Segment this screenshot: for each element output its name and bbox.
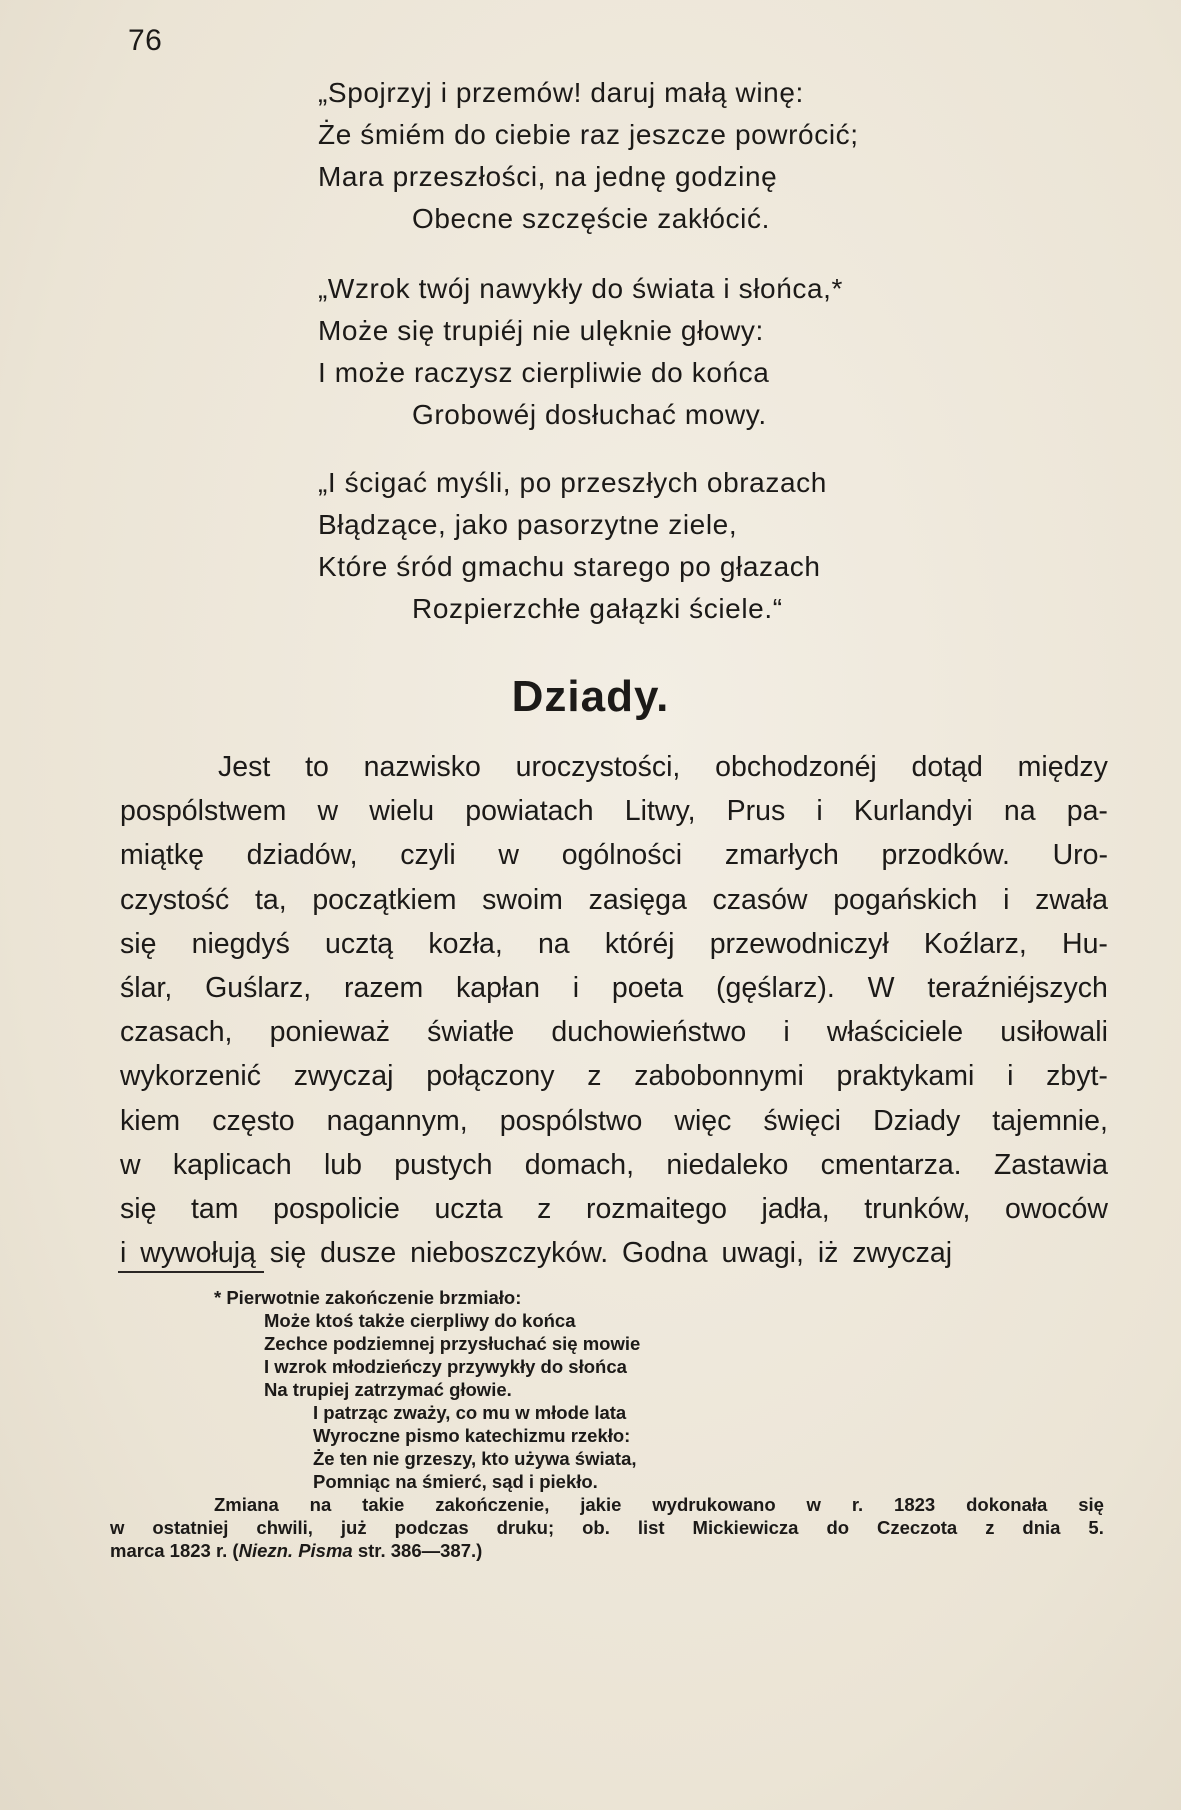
prose-line <box>120 878 1108 922</box>
prose-word: niegdyś <box>191 927 290 960</box>
prose-line <box>120 966 1108 1010</box>
prose-word: powiatach <box>465 795 594 828</box>
footnote-word: Mickiewicza <box>692 1517 799 1538</box>
prose-word: uroczystości, <box>515 751 681 783</box>
prose-word: Guślarz, <box>205 971 312 1004</box>
prose-word: pogańskich <box>833 883 978 916</box>
prose-line <box>120 922 1108 966</box>
footnote-verse-line: Zechce podziemnej przysłuchać się mowie <box>264 1333 641 1354</box>
prose-line <box>120 1099 1108 1143</box>
prose-word: usiłowali <box>1000 1016 1108 1049</box>
prose-word: niedaleko <box>666 1148 789 1181</box>
prose-word: i <box>816 795 823 828</box>
prose-word: kaplicach <box>172 1148 292 1181</box>
prose-word: światłe <box>427 1016 515 1049</box>
prose-word: poeta <box>611 971 684 1004</box>
prose-word: kiem <box>120 1104 181 1137</box>
prose-word: właściciele <box>826 1016 964 1049</box>
prose-word: Prus <box>726 795 786 828</box>
footnote-word: ob. <box>582 1517 610 1538</box>
poem-line: Obecne szczęście zakłócić. <box>412 203 770 234</box>
prose-word: Koźlarz, <box>923 927 1027 960</box>
prose-line <box>120 1010 1108 1054</box>
prose-word: dziadów, <box>246 839 358 872</box>
footnote-word: w <box>806 1494 821 1515</box>
prose-word: w <box>498 839 519 872</box>
footnote-word: w <box>110 1517 125 1538</box>
footnote-word: Czeczota <box>877 1517 958 1538</box>
prose-word: czasach, <box>120 1016 233 1049</box>
prose-word: zwała <box>1035 883 1108 916</box>
prose-word: zwyczaj <box>293 1060 394 1093</box>
footnote-word: dokonała <box>966 1494 1048 1515</box>
prose-word: to <box>305 751 329 783</box>
prose-word: rozmaitego <box>585 1192 727 1225</box>
prose-word: swoim <box>482 883 563 916</box>
footnote-note-text: marca 1823 r. ( <box>110 1540 239 1561</box>
prose-word: kozła, <box>428 927 503 960</box>
footnote-word: jakie <box>580 1494 622 1515</box>
footnote-word: 1823 <box>894 1494 936 1515</box>
footnote-word: r. <box>851 1494 864 1515</box>
prose-word: miątkę <box>120 839 204 872</box>
prose-word: ponieważ <box>269 1016 391 1049</box>
prose-word: owoców <box>1004 1192 1108 1225</box>
footnote-word: na <box>309 1494 332 1515</box>
prose-line <box>120 833 1108 877</box>
prose-word: między <box>1017 751 1108 783</box>
footnote-verse-line: I wzrok młodzieńczy przywykły do słońca <box>264 1356 627 1377</box>
footnote-verse-line: Wyroczne pismo katechizmu rzekło: <box>313 1425 631 1446</box>
prose-word: początkiem <box>312 883 457 916</box>
footnote-word: Zmiana <box>214 1494 279 1515</box>
footnote-verse-line: I patrząc zważy, co mu w młode lata <box>313 1402 627 1423</box>
prose-paragraph <box>120 745 1108 1275</box>
poem-line: Błądzące, jako pasorzytne ziele, <box>318 509 738 540</box>
prose-word: któréj <box>604 927 675 960</box>
prose-word: i <box>1003 883 1010 916</box>
prose-word: zmarłych <box>724 839 839 872</box>
footnote-note-line <box>0 1493 1104 1516</box>
prose-word: obchodzonéj <box>715 751 877 783</box>
prose-word: W <box>867 971 895 1004</box>
prose-word: przodków. <box>881 839 1010 872</box>
prose-word: nazwisko <box>363 751 481 783</box>
poem-stanza <box>0 462 827 630</box>
prose-word: połączony <box>426 1060 555 1093</box>
prose-word: pa- <box>1066 795 1108 828</box>
prose-word: święci <box>763 1104 842 1137</box>
prose-word: uczta <box>434 1192 503 1225</box>
footnote-intro: * Pierwotnie zakończenie brzmiało: <box>214 1287 522 1308</box>
prose-word: ta, <box>254 883 287 916</box>
prose-word: cmentarza. <box>820 1148 962 1181</box>
prose-word: duchowieństwo <box>551 1016 747 1049</box>
prose-word: praktykami <box>836 1060 975 1093</box>
prose-word: w <box>317 795 339 828</box>
prose-line <box>120 789 1108 833</box>
prose-word: Litwy, <box>624 795 696 828</box>
prose-word: Dziady <box>873 1104 961 1137</box>
prose-word: (gęślarz). <box>716 971 835 1004</box>
footnote-word: takie <box>362 1494 405 1515</box>
poem-line: „Wzrok twój nawykły do świata i słońca,* <box>318 273 844 304</box>
poem-line: Rozpierzchłe gałązki ściele.“ <box>412 593 783 624</box>
prose-word: czasów <box>712 883 808 916</box>
prose-word: z <box>537 1192 552 1225</box>
poem-line: Grobowéj dosłuchać mowy. <box>412 399 767 430</box>
prose-word: kapłan <box>455 971 540 1004</box>
prose-word: często <box>212 1104 295 1137</box>
prose-word: nagannym, <box>326 1104 468 1137</box>
prose-word: tajemnie, <box>992 1104 1108 1137</box>
prose-line <box>120 745 1108 789</box>
footnote-word: z <box>985 1517 995 1538</box>
prose-word: Zastawia <box>993 1148 1108 1181</box>
prose-line: i wywołują się dusze nieboszczyków. Godna uwagi, iż zwyczaj <box>120 1237 953 1270</box>
poem-line: I może raczysz cierpliwie do końca <box>318 357 770 388</box>
footnote-word: wydrukowano <box>652 1494 776 1515</box>
poem-line: Które śród gmachu starego po głazach <box>318 551 821 582</box>
poem-stanza <box>0 268 843 436</box>
prose-line <box>120 1187 1108 1231</box>
footnote-word: do <box>826 1517 850 1538</box>
footnote-word: druku; <box>496 1517 555 1538</box>
footnote-word: już <box>340 1517 367 1538</box>
prose-word: zbyt- <box>1046 1060 1108 1093</box>
prose-word: i <box>572 971 580 1004</box>
prose-word: przewodniczył <box>709 927 889 960</box>
footnote-word: dnia <box>1022 1517 1061 1538</box>
prose-word: pospolicie <box>273 1192 400 1225</box>
poem-line: Może się trupiéj nie ulęknie głowy: <box>318 315 764 346</box>
footnote-note-line <box>0 1516 1104 1539</box>
prose-word: Jest <box>218 751 271 783</box>
footnote-verse-line: Na trupiej zatrzymać głowie. <box>264 1379 512 1400</box>
prose-word: na <box>537 927 570 960</box>
prose-word: zabobonnymi <box>634 1060 804 1093</box>
prose-word: jadła, <box>761 1192 830 1225</box>
poem-line: „I ścigać myśli, po przeszłych obrazach <box>318 467 827 498</box>
footnote-verse-line: Może ktoś także cierpliwy do końca <box>264 1310 576 1331</box>
footnote-word: się <box>1078 1494 1104 1515</box>
footnote-note-text: str. 386—387.) <box>352 1540 483 1561</box>
prose-word: dotąd <box>911 751 983 783</box>
prose-word: się <box>120 1192 157 1225</box>
prose-line <box>120 1143 1108 1187</box>
prose-word: pospólstwem <box>120 795 287 828</box>
prose-word: czystość <box>120 883 230 916</box>
section-title: Dziady. <box>511 672 670 721</box>
prose-word: lub <box>323 1148 362 1181</box>
prose-word: pustych <box>394 1148 493 1181</box>
prose-word: na <box>1003 795 1036 828</box>
prose-word: czyli <box>400 839 456 872</box>
prose-word: w <box>120 1148 141 1181</box>
prose-word: ślar, <box>120 971 173 1004</box>
prose-word: z <box>587 1060 602 1093</box>
page-number: 76 <box>128 24 163 57</box>
prose-word: Kurlandyi <box>853 795 973 828</box>
prose-word: i <box>1007 1060 1014 1093</box>
poem-line: „Spojrzyj i przemów! daruj małą winę: <box>318 77 804 108</box>
footnote-word: list <box>637 1517 665 1538</box>
footnote-verse-line: Pomniąc na śmierć, sąd i piekło. <box>313 1471 598 1492</box>
prose-word: trunków, <box>864 1192 971 1225</box>
poem-line: Mara przeszłości, na jednę godzinę <box>318 161 778 192</box>
footnote-note-source-title: Niezn. Pisma <box>238 1540 353 1561</box>
prose-word: zasięga <box>588 883 687 916</box>
footnote-word: ostatniej <box>152 1517 229 1538</box>
prose-word: wielu <box>369 795 435 828</box>
prose-word: więc <box>674 1104 732 1137</box>
prose-word: tam <box>191 1192 239 1225</box>
prose-word: ucztą <box>325 927 394 960</box>
footnote-word: chwili, <box>256 1517 313 1538</box>
prose-line <box>120 1054 1108 1098</box>
poem-stanza <box>0 72 859 240</box>
prose-word: i <box>783 1016 790 1049</box>
prose-word: ogólności <box>561 839 683 872</box>
footnote-word: 5. <box>1088 1517 1104 1538</box>
footnote-word: podczas <box>394 1517 469 1538</box>
prose-word: pospólstwo <box>499 1104 643 1137</box>
footnote-note-line <box>0 1539 1181 1562</box>
footnote-divider <box>118 1271 264 1273</box>
prose-word: razem <box>344 971 424 1004</box>
prose-word: wykorzenić <box>120 1060 261 1093</box>
prose-word: teraźniéjszych <box>927 971 1108 1004</box>
prose-word: Uro- <box>1052 839 1108 872</box>
poem-line: Że śmiém do ciebie raz jeszcze powrócić; <box>318 119 859 150</box>
footnote-word: zakończenie, <box>435 1494 550 1515</box>
footnote <box>0 1286 1181 1562</box>
prose-word: Hu- <box>1061 927 1108 960</box>
prose-word: domach, <box>524 1148 635 1181</box>
prose-word: się <box>120 927 157 960</box>
footnote-verse-line: Że ten nie grzeszy, kto używa świata, <box>313 1448 637 1469</box>
